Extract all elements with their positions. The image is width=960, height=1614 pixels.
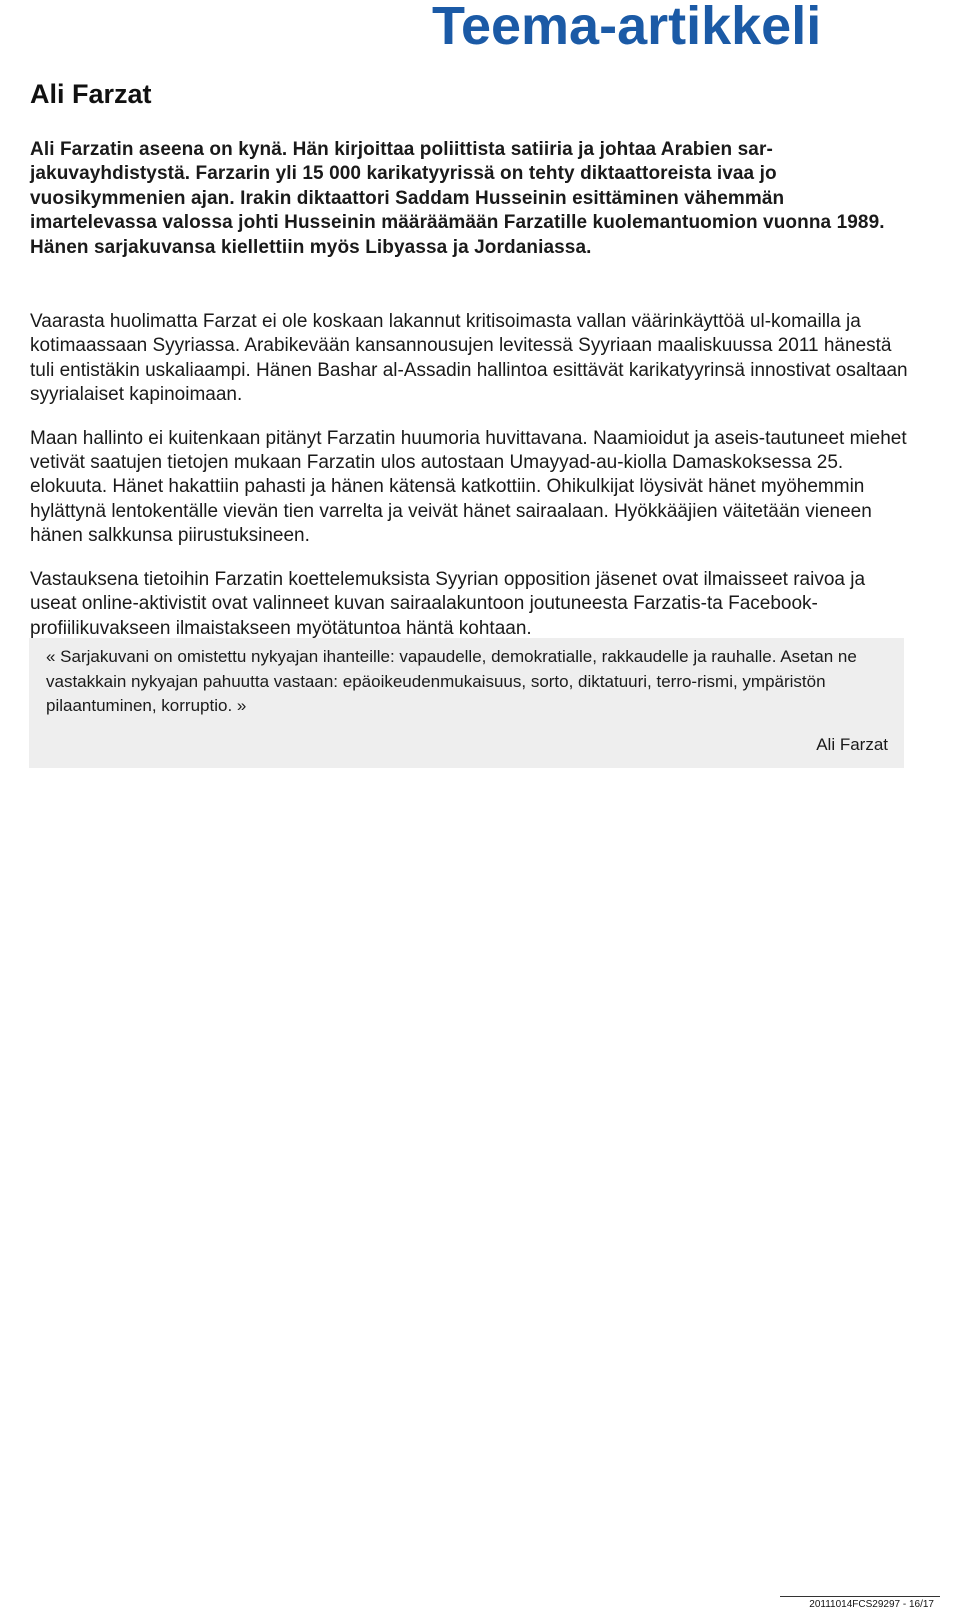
article-paragraph: Vaarasta huolimatta Farzat ei ole koskaan lakannut kritisoimasta vallan väärinkäyttöä ul-komailla ja kotimaassaan Syyriassa. Arabikevään kansannousujen levitessä Syyriaan maaliskuussa 2011 hänestä tuli entistäkin uskaliaampi. Hänen Bashar al-Assadin hallintoa esittävät karikatyyrinsä innostivat osaltaan syyrialaiset kapinoimaan. <box>30 311 908 406</box>
quote-author: Ali Farzat <box>816 735 888 754</box>
quote-box <box>29 638 904 768</box>
footer-divider <box>780 1596 940 1597</box>
section-heading: Teema-artikkeli <box>432 0 822 56</box>
article-paragraph: Vastauksena tietoihin Farzatin koettelemuksista Syyrian opposition jäsenet ovat ilmaisseet raivoa ja useat online-aktivistit ovat valinneet kuvan sairaalakuntoon joutuneesta Farzatis-ta Facebook-profiilikuvakseen ilmaistakseen myötätuntoa häntä kohtaan. <box>30 568 866 639</box>
footer-reference: 20111014FCS29297 - 16/17 <box>809 1599 934 1610</box>
quote-text: « Sarjakuvani on omistettu nykyajan ihanteille: vapaudelle, demokratialle, rakkaudelle ja rauhalle. Asetan ne vastakkain nykyajan pahuutta vastaan: epäoikeudenmukaisuus, sorto, diktatuuri, terro-rismi, ympäristön pilaantuminen, korruptio. » <box>46 647 857 716</box>
article-title: Ali Farzat <box>30 79 152 109</box>
article-paragraph: Maan hallinto ei kuitenkaan pitänyt Farzatin huumoria huvittavana. Naamioidut ja aseis-tautuneet miehet vetivät saatujen tietojen mukaan Farzatin ulos autostaan Umayyad-au-kiolla Damaskoksessa 25. elokuuta. Hänet hakattiin pahasti ja hänen kätensä katkottiin. Ohikulkijat löysivät hänet myöhemmin hylättynä lentokentälle vievän tien varrelta ja veivät hänet sairaalaan. Hyökkääjien väitetään vieneen hänen salkkunsa piirustuksineen. <box>30 427 907 547</box>
article-lead: Ali Farzatin aseena on kynä. Hän kirjoittaa poliittista satiiria ja johtaa Arabien sar-jakuvayhdistystä. Farzarin yli 15 000 karikatyyrissä on tehty diktaattoreista ivaa jo vuosikymmenien ajan. Irakin diktaattori Saddam Husseinin esittäminen vähemmän imartelevassa valossa johti Husseinin määräämään Farzatille kuolemantuomion vuonna 1989. Hänen sarjakuvansa kiellettiin myös Libyassa ja Jordaniassa. <box>30 139 885 258</box>
article-body <box>30 138 910 641</box>
